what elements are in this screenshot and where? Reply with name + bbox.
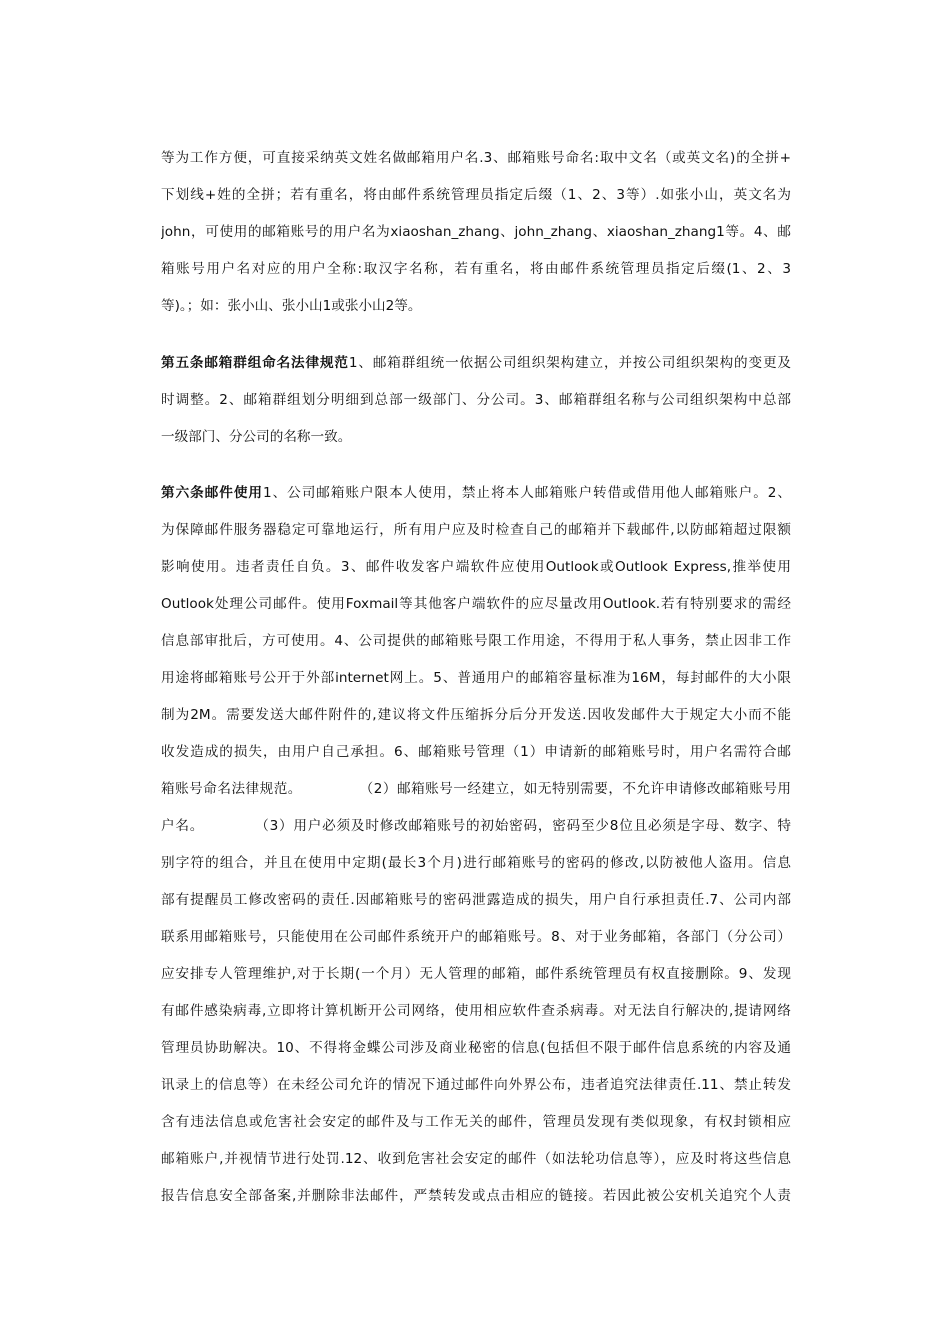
text-span: 1、邮箱群组统一依据公司组织架构建立，并按公司组织架构的变更及 [348,355,791,371]
text-line: 别字符的组合，并且在使用中定期(最长3个月)进行邮箱账号的密码的修改,以防被他人盗用。信息 [161,855,791,871]
text-line: 一级部门、分公司的名称一致。 [161,429,352,445]
article-heading: 第六条邮件使用 [161,485,263,501]
text-line: 下划线+姓的全拼；若有重名，将由邮件系统管理员指定后缀（1、2、3等）.如张小山，英文名为 [161,187,791,203]
text-line: 影响使用。违者责任自负。3、邮件收发客户端软件应使用Outlook或Outlook Express,推举使用 [161,559,791,575]
text-line: 箱账号命名法律规范。 （2）邮箱账号一经建立，如无特别需要，不允许申请修改邮箱账号用 [161,781,791,797]
article-heading: 第五条邮箱群组命名法律规范 [161,355,349,371]
text-line: 管理员协助解决。10、不得将金蝶公司涉及商业秘密的信息(包括但不限于邮件信息系统的内容及通 [161,1040,791,1056]
text-line: 信息部审批后，方可使用。4、公司提供的邮箱账号限工作用途，不得用于私人事务，禁止因非工作 [161,633,791,649]
text-line: 含有违法信息或危害社会安定的邮件及与工作无关的邮件，管理员发现有类似现象，有权封锁相应 [161,1114,791,1130]
text-line [161,345,791,382]
text-line: 报告信息安全部备案,并删除非法邮件，严禁转发或点击相应的链接。若因此被公安机关追究个人责 [161,1188,791,1204]
text-line: 等为工作方便，可直接采纳英文姓名做邮箱用户名.3、邮箱账号命名:取中文名（或英文名)的全拼+ [161,150,791,166]
paragraph-article-5 [161,345,791,456]
text-line [161,475,791,512]
text-line: 用途将邮箱账号公开于外部internet网上。5、普通用户的邮箱容量标准为16M，每封邮件的大小限 [161,670,791,686]
text-span: 1、公司邮箱账户限本人使用，禁止将本人邮箱账户转借或借用他人邮箱账户。2、 [262,485,791,501]
text-line: 制为2M。需要发送大邮件附件的,建议将文件压缩拆分后分开发送.因收发邮件大于规定大小而不能 [161,707,791,723]
text-line: john，可使用的邮箱账号的用户名为xiaoshan_zhang、john_zhang、xiaoshan_zhang1等。4、邮 [161,224,791,240]
text-line: 应安排专人管理维护,对于长期(一个月）无人管理的邮箱，邮件系统管理员有权直接删除。9、发现 [161,966,791,982]
text-line: 部有提醒员工修改密码的责任.因邮箱账号的密码泄露造成的损失，用户自行承担责任.7、公司内部 [161,892,791,908]
text-line: 收发造成的损失，由用户自己承担。6、邮箱账号管理（1）申请新的邮箱账号时，用户名需符合邮 [161,744,791,760]
text-line: Outlook处理公司邮件。使用Foxmail等其他客户端软件的应尽量改用Outlook.若有特别要求的需经 [161,596,791,612]
text-line: 时调整。2、邮箱群组划分明细到总部一级部门、分公司。3、邮箱群组名称与公司组织架构中总部 [161,392,791,408]
text-line: 户名。 （3）用户必须及时修改邮箱账号的初始密码，密码至少8位且必须是字母、数字、特 [161,818,791,834]
paragraph-article-6 [161,475,791,1215]
text-line: 等)。；如：张小山、张小山1或张小山2等。 [161,298,422,314]
text-line: 箱账号用户名对应的用户全称:取汉字名称，若有重名，将由邮件系统管理员指定后缀(1、2、3 [161,261,791,277]
text-line: 为保障邮件服务器稳定可靠地运行，所有用户应及时检查自己的邮箱并下载邮件,以防邮箱超过限额 [161,522,791,538]
text-line: 讯录上的信息等）在未经公司允许的情况下通过邮件向外界公布，违者追究法律责任.11、禁止转发 [161,1077,791,1093]
paragraph-mailbox-naming-continued [161,140,791,325]
text-line: 有邮件感染病毒,立即将计算机断开公司网络，使用相应软件查杀病毒。对无法自行解决的,提请网络 [161,1003,791,1019]
text-line: 邮箱账户,并视情节进行处罚.12、收到危害社会安定的邮件（如法轮功信息等），应及时将这些信息 [161,1151,791,1167]
text-line: 联系用邮箱账号，只能使用在公司邮件系统开户的邮箱账号。8、对于业务邮箱，各部门（分公司） [161,929,791,945]
